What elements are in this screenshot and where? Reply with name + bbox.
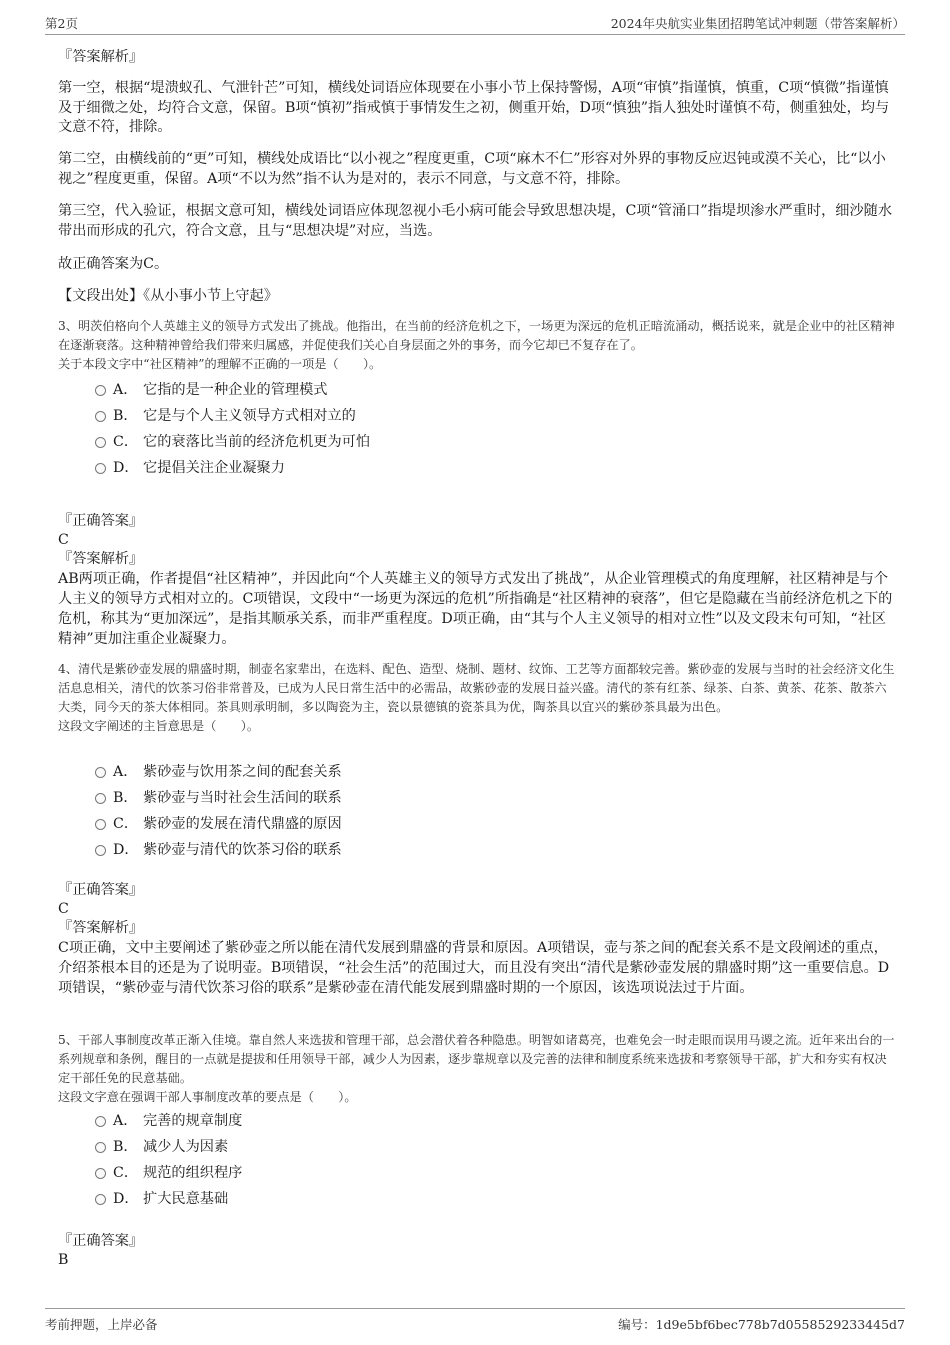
analysis-paragraph-2: 第二空，由横线前的“更”可知，横线处成语比“以小视之”程度更重，C项“麻木不仁”形容对外界的事物反应迟钝或漠不关心，比“以小视之”程度更重，保留。A项“不以为然”指不认为是对的，表示不同意，与文意不符，排除。 bbox=[58, 151, 886, 187]
option-a[interactable]: A． 它指的是一种企业的管理模式 bbox=[95, 378, 370, 404]
question-5-stem: 5、干部人事制度改革正渐入佳境。靠自然人来选拔和管理干部，总会潜伏着各种隐患。明智如诸葛亮，也难免会一时走眼而误用马谡之流。近年来出台的一系列规章和条例，醒目的一点就是提拔和任用领导干部，减少人为因素，逐步靠规章以及完善的法律和制度系统来选拔和考察领导干部，扩大和夯实有权决定干部任免的民意基础。 这段文字意在强调干部人事制度改革的要点是（ ）。 bbox=[58, 1031, 896, 1107]
option-b[interactable]: B． 减少人为因素 bbox=[95, 1135, 242, 1161]
analysis-label: 『答案解析』 bbox=[58, 920, 144, 936]
radio-icon[interactable] bbox=[95, 1142, 106, 1153]
analysis-text: AB两项正确，作者提倡“社区精神”，并因此向“个人英雄主义的领导方式发出了挑战”，从企业管理模式的角度理解，社区精神是与个人主义的领导方式相对立的。C项错误，文段中“一场更为深远的危机”所指确是“社区精神的衰落”，但它是隐藏在当前经济危机之下的危机，称其为“更加深远”，是指其顺承关系，而非严重程度。D项正确，由“其与个人主义领导的相对立性”以及文段末句可知，“社区精神”更加注重企业凝聚力。 bbox=[58, 571, 893, 647]
radio-icon[interactable] bbox=[95, 463, 106, 474]
analysis-conclusion: 故正确答案为C。 bbox=[58, 256, 169, 272]
question-5-options bbox=[95, 1109, 242, 1213]
analysis-heading-q2: 『答案解析』 bbox=[58, 49, 144, 65]
correct-answer-label: 『正确答案』 bbox=[58, 1233, 144, 1249]
analysis-paragraph-1: 第一空，根据“堤溃蚁孔、气泄针芒”可知，横线处词语应体现要在小事小节上保持警惕，A项“审慎”指谨慎，慎重，C项“慎微”指谨慎及于细微之处，均符合文意，保留。B项“慎初”指戒慎于事情发生之初，侧重开始，D项“慎独”指人独处时谨慎不苟，侧重独处，均与文意不符，排除。 bbox=[58, 80, 890, 135]
question-3-options bbox=[95, 378, 370, 482]
correct-answer-value: C bbox=[58, 532, 69, 548]
question-4-ask: 这段文字阐述的主旨意思是（ ）。 bbox=[58, 719, 260, 733]
correct-answer-value: C bbox=[58, 901, 69, 917]
radio-icon[interactable] bbox=[95, 767, 106, 778]
option-c[interactable]: C． 它的衰落比当前的经济危机更为可怕 bbox=[95, 430, 370, 456]
page-header bbox=[45, 14, 905, 35]
radio-icon[interactable] bbox=[95, 437, 106, 448]
radio-icon[interactable] bbox=[95, 819, 106, 830]
analysis-paragraph-3: 第三空，代入验证，根据文意可知，横线处词语应体现忽视小毛小病可能会导致思想决堤，C项“管涌口”指堤坝渗水严重时，细沙随水带出而形成的孔穴，符合文意，且与“思想决堤”对应，当选。 bbox=[58, 203, 893, 239]
document-id: 编号：1d9e5bf6bec778b7d0558529233445d7 bbox=[618, 1317, 905, 1332]
option-d[interactable]: D． 它提倡关注企业凝聚力 bbox=[95, 456, 370, 482]
question-3-ask: 关于本段文字中“社区精神”的理解不正确的一项是（ ）。 bbox=[58, 357, 382, 371]
source-citation: 【文段出处】《从小事小节上守起》 bbox=[58, 288, 278, 304]
option-c[interactable]: C． 紫砂壶的发展在清代鼎盛的原因 bbox=[95, 812, 342, 838]
question-4-answer bbox=[58, 881, 896, 998]
correct-answer-label: 『正确答案』 bbox=[58, 882, 144, 898]
option-d[interactable]: D． 紫砂壶与清代的饮茶习俗的联系 bbox=[95, 838, 342, 864]
footer-slogan: 考前押题，上岸必备 bbox=[45, 1317, 158, 1332]
radio-icon[interactable] bbox=[95, 845, 106, 856]
radio-icon[interactable] bbox=[95, 1168, 106, 1179]
radio-icon[interactable] bbox=[95, 793, 106, 804]
correct-answer-value: B bbox=[58, 1252, 69, 1268]
radio-icon[interactable] bbox=[95, 385, 106, 396]
page-footer bbox=[45, 1308, 905, 1331]
question-3-stem: 3、明茨伯格向个人英雄主义的领导方式发出了挑战。他指出，在当前的经济危机之下，一场更为深远的危机正暗流涌动，概括说来，就是企业中的社区精神在逐渐衰落。这种精神曾给我们带来归属感，并促使我们关心自身层面之外的事务，而今它却已不复存在了。 关于本段文字中“社区精神”的理解不正确的一项是（ ）。 bbox=[58, 317, 896, 374]
question-4-options bbox=[95, 760, 342, 864]
option-b[interactable]: B． 它是与个人主义领导方式相对立的 bbox=[95, 404, 370, 430]
radio-icon[interactable] bbox=[95, 1116, 106, 1127]
option-d[interactable]: D． 扩大民意基础 bbox=[95, 1187, 242, 1213]
radio-icon[interactable] bbox=[95, 411, 106, 422]
option-a[interactable]: A． 完善的规章制度 bbox=[95, 1109, 242, 1135]
analysis-label: 『答案解析』 bbox=[58, 551, 144, 567]
option-c[interactable]: C． 规范的组织程序 bbox=[95, 1161, 242, 1187]
option-b[interactable]: B． 紫砂壶与当时社会生活间的联系 bbox=[95, 786, 342, 812]
question-4-stem: 4、清代是紫砂壶发展的鼎盛时期，制壶名家辈出，在选料、配色、造型、烧制、题材、纹饰、工艺等方面都较完善。紫砂壶的发展与当时的社会经济文化生活息息相关，清代的饮茶习俗非常普及，已成为人民日常生活中的必需品，故紫砂壶的发展日益兴盛。清代的茶有红茶、绿茶、白茶、黄茶、花茶、散茶六大类，同今天的茶大体相同。茶具则承明制，多以陶瓷为主，瓷以景德镇的瓷茶具为优，陶茶具以宜兴的紫砂茶具最为出色。 这段文字阐述的主旨意思是（ ）。 bbox=[58, 660, 896, 736]
correct-answer-label: 『正确答案』 bbox=[58, 513, 144, 529]
radio-icon[interactable] bbox=[95, 1194, 106, 1205]
question-5-answer bbox=[58, 1232, 896, 1270]
question-3-answer bbox=[58, 512, 896, 649]
question-5-ask: 这段文字意在强调干部人事制度改革的要点是（ ）。 bbox=[58, 1090, 357, 1104]
page-number: 第2页 bbox=[45, 16, 78, 31]
document-title: 2024年央航实业集团招聘笔试冲刺题（带答案解析） bbox=[610, 16, 905, 31]
option-a[interactable]: A． 紫砂壶与饮用茶之间的配套关系 bbox=[95, 760, 342, 786]
analysis-text: C项正确，文中主要阐述了紫砂壶之所以能在清代发展到鼎盛的背景和原因。A项错误，壶与茶之间的配套关系不是文段阐述的重点，介绍茶根本目的还是为了说明壶。B项错误，“社会生活”的范围过大，而且没有突出“清代是紫砂壶发展的鼎盛时期”这一重要信息。D项错误，“紫砂壶与清代饮茶习俗的联系”是紫砂壶在清代能发展到鼎盛时期的一个原因，该选项说法过于片面。 bbox=[58, 940, 890, 996]
